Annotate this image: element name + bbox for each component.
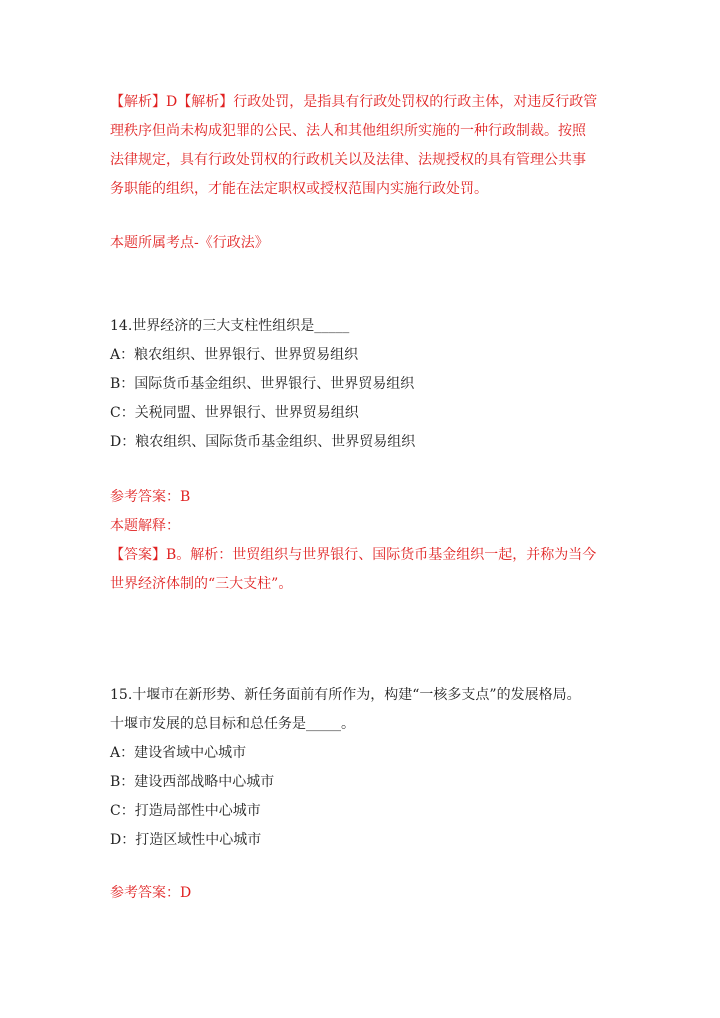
q14-answer-section (110, 483, 610, 599)
q15-option-d: D：打造区域性中心城市 (110, 832, 262, 848)
q15-option-c: C：打造局部性中心城市 (110, 803, 261, 819)
q14-option-d: D：粮农组织、国际货币基金组织、世界贸易组织 (110, 434, 416, 450)
q15-option-b: B：建设西部战略中心城市 (110, 774, 275, 790)
q13-explanation-line: 法律规定，具有行政处罚权的行政机关以及法律、法规授权的具有管理公共事 (110, 152, 586, 168)
q15-option-a: A：建设省域中心城市 (110, 745, 247, 761)
q14-option-b: B：国际货币基金组织、世界银行、世界贸易组织 (110, 376, 415, 392)
q15-question (110, 681, 610, 855)
q14-option-c: C：关税同盟、世界银行、世界贸易组织 (110, 405, 359, 421)
q15-stem-line: 十堰市发展的总目标和总任务是_____。 (110, 716, 355, 732)
q15-answer-section (110, 879, 610, 908)
q15-stem-line: 15.十堰市在新形势、新任务面前有所作为，构建“一核多支点”的发展格局。 (110, 687, 581, 703)
q13-explanation-line: 理秩序但尚未构成犯罪的公民、法人和其他组织所实施的一种行政制裁。按照 (110, 123, 586, 139)
q13-topic-text: 本题所属考点-《行政法》 (110, 235, 269, 251)
q14-explanation-title: 本题解释： (110, 518, 180, 534)
q13-topic (110, 229, 610, 258)
q14-explanation-line: 世界经济体制的“三大支柱”。 (110, 576, 293, 592)
q14-question (110, 312, 610, 457)
q13-explanation-line: 【解析】D【解析】行政处罚，是指具有行政处罚权的行政主体，对违反行政管 (110, 94, 598, 110)
q15-answer: 参考答案：D (110, 885, 192, 901)
q14-stem: 14.世界经济的三大支柱性组织是_____ (110, 318, 350, 334)
q13-explanation (110, 88, 610, 204)
q14-option-a: A：粮农组织、世界银行、世界贸易组织 (110, 347, 359, 363)
q14-answer: 参考答案：B (110, 489, 191, 505)
q14-explanation-line: 【答案】B。解析：世贸组织与世界银行、国际货币基金组织一起，并称为当今 (110, 547, 597, 563)
q13-explanation-line: 务职能的组织，才能在法定职权或授权范围内实施行政处罚。 (110, 181, 488, 197)
